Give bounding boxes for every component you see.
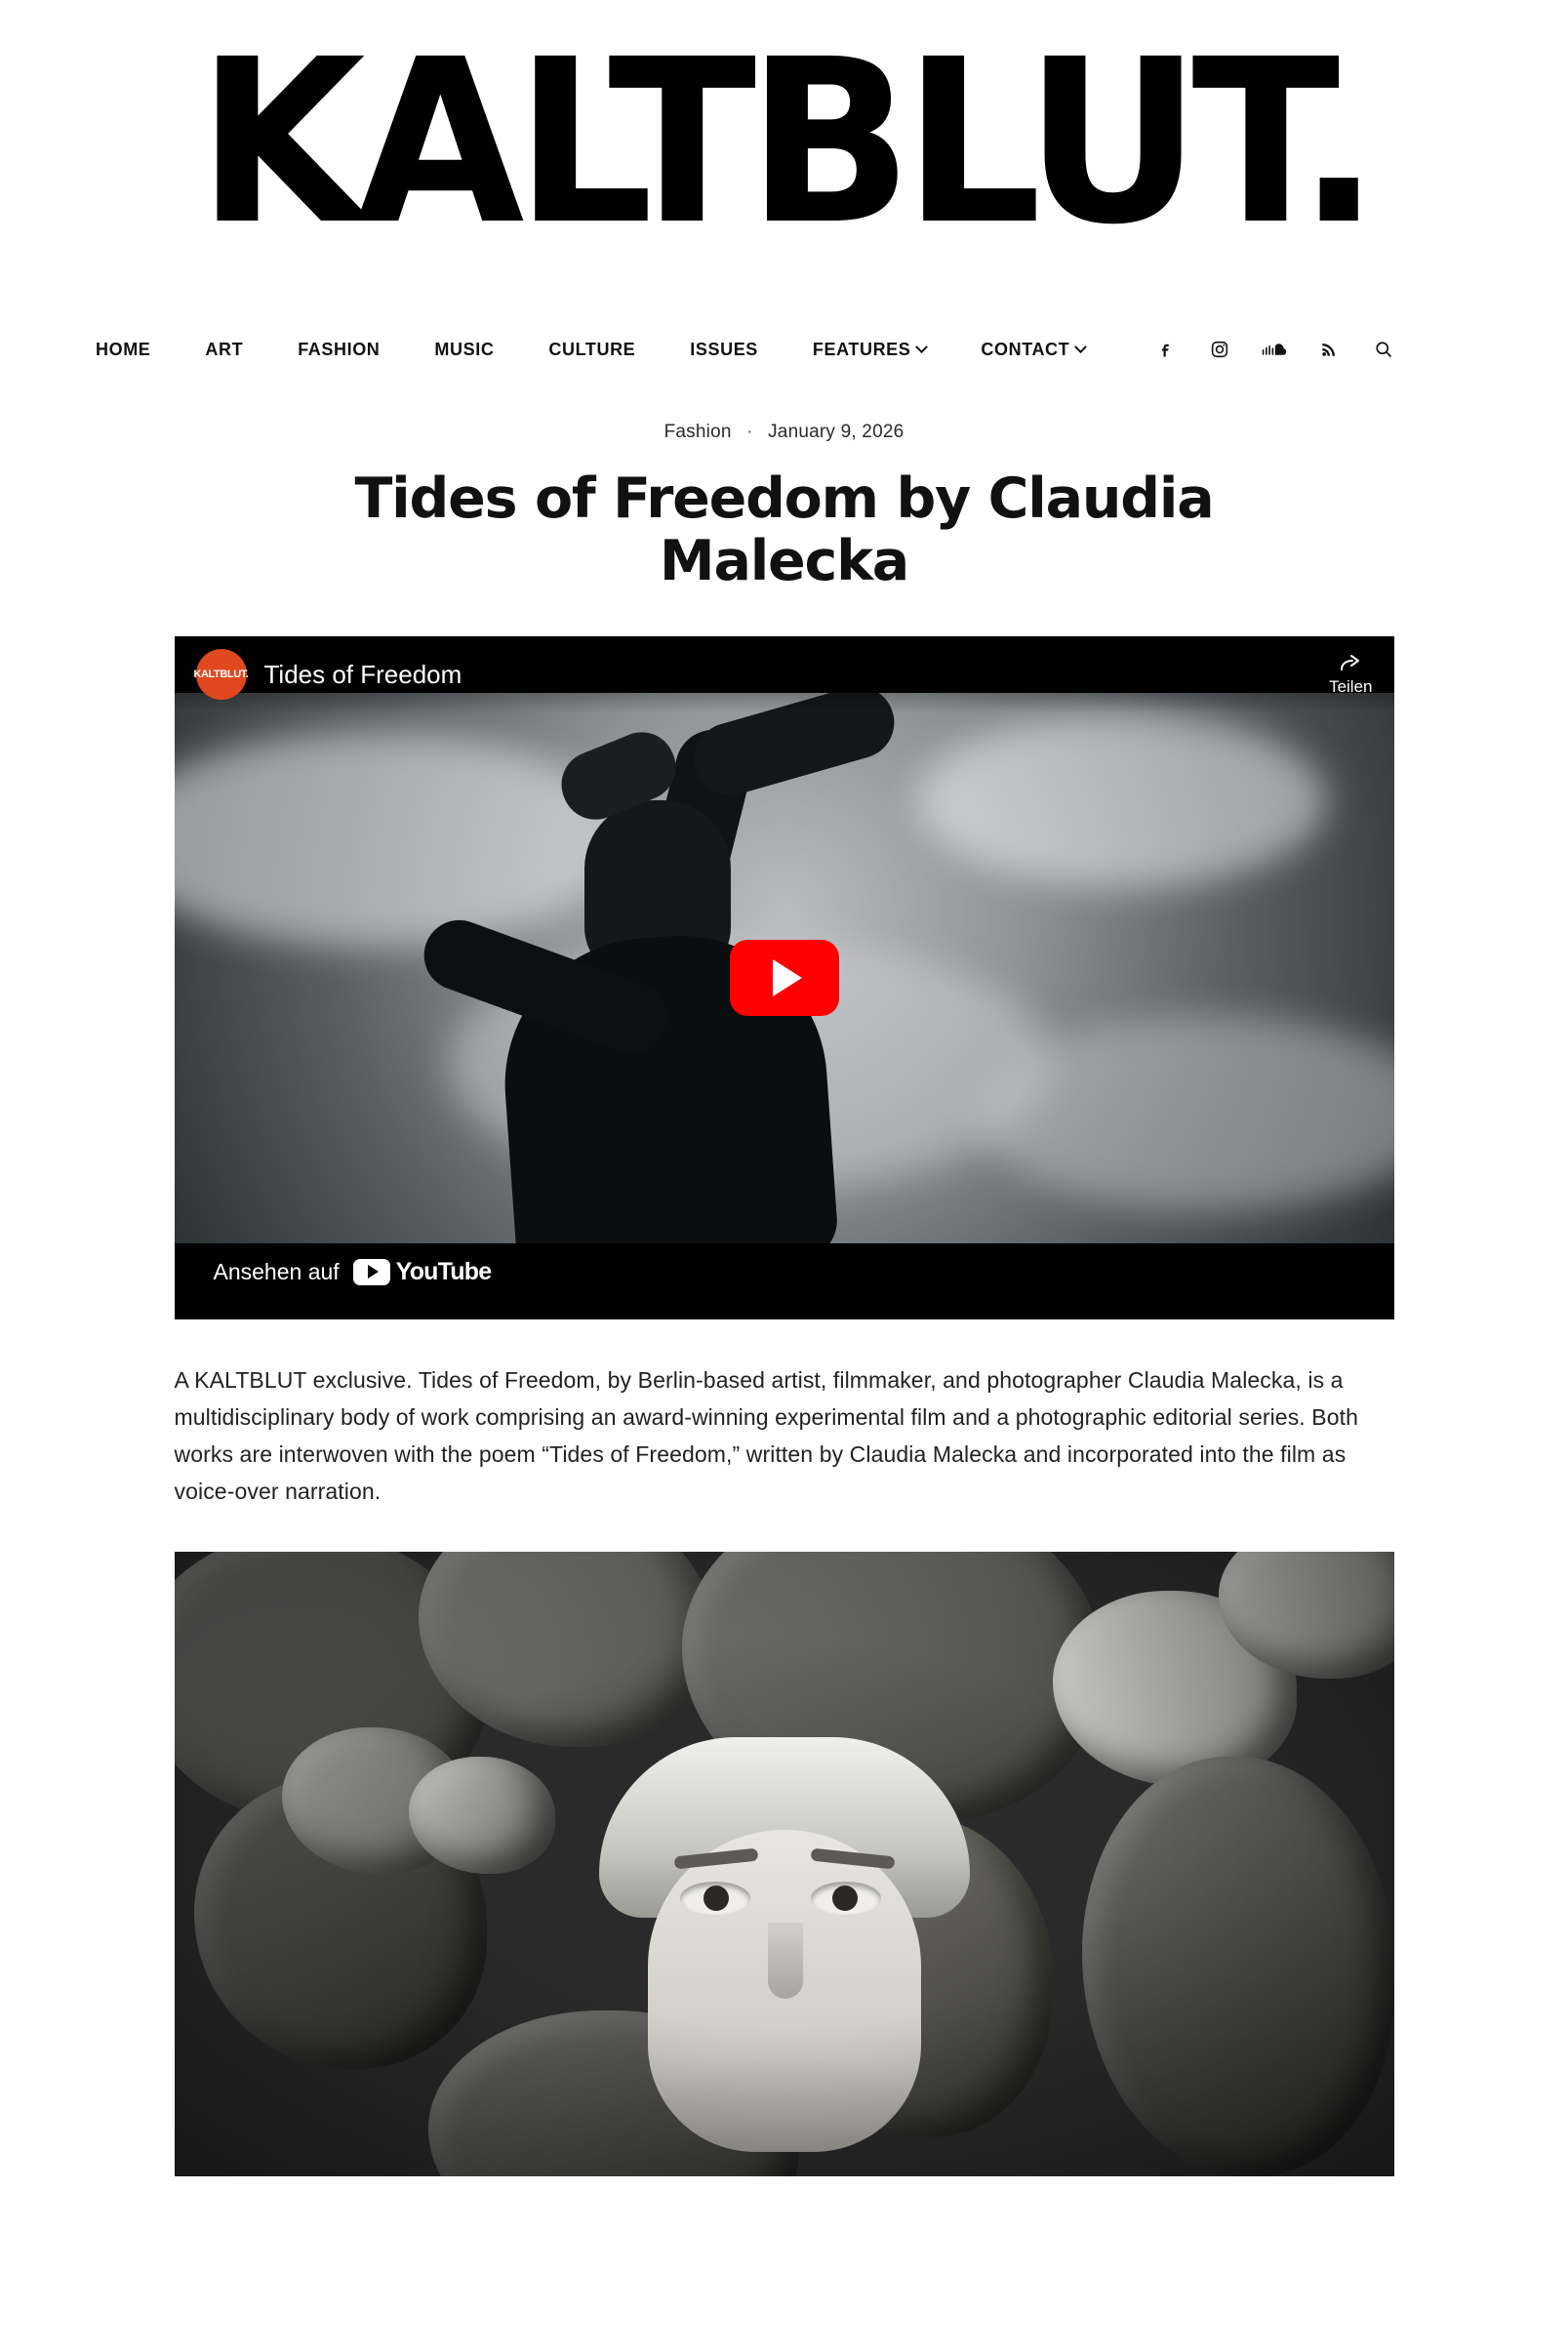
nav-item-home[interactable] xyxy=(78,340,178,360)
youtube-logo xyxy=(353,1258,492,1286)
social-links xyxy=(1138,330,1411,369)
article-category[interactable]: Fashion xyxy=(663,422,732,443)
nav-label: FEATURES xyxy=(812,339,911,359)
nav-label: ART xyxy=(205,339,244,359)
share-label: Teilen xyxy=(1329,677,1373,697)
chevron-down-icon xyxy=(916,341,929,353)
share-button[interactable] xyxy=(1329,652,1372,697)
video-top-bar xyxy=(175,636,1394,712)
nav-label: ISSUES xyxy=(690,339,758,359)
nav-label: HOME xyxy=(96,339,151,359)
play-icon xyxy=(773,959,802,996)
meta-separator: · xyxy=(746,422,753,443)
site-masthead xyxy=(0,0,1568,274)
page-title: Tides of Freedom by Claudia Malecka xyxy=(354,466,1214,594)
channel-avatar[interactable]: KALTBLUT. xyxy=(196,649,247,700)
video-title[interactable]: Tides of Freedom xyxy=(263,659,462,689)
rss-icon[interactable] xyxy=(1302,330,1356,369)
soundcloud-icon[interactable] xyxy=(1247,330,1302,369)
nav-label: CONTACT xyxy=(981,339,1070,359)
watch-on-youtube-button[interactable] xyxy=(192,1243,513,1300)
nav-item-features[interactable] xyxy=(785,340,953,360)
chevron-down-icon xyxy=(1074,341,1087,353)
nav-label: CULTURE xyxy=(548,339,636,359)
nav-bar xyxy=(78,322,1490,377)
thumbnail-figure xyxy=(360,712,1043,1243)
play-button[interactable] xyxy=(730,940,839,1016)
search-icon[interactable] xyxy=(1356,330,1411,369)
article-body: A KALTBLUT exclusive. Tides of Freedom, by Berlin-based artist, filmmaker, and photographer Claudia Malecka, is a multidisciplinary body of work comprising an award-winning experimental film and a photographic editorial series. Both works are interwoven with the poem “Tides of Freedom,” written by Claudia Malecka and incorporated into the film as voice-over narration. xyxy=(174,1367,1358,1504)
nav-item-music[interactable] xyxy=(407,340,521,360)
article-date: January 9, 2026 xyxy=(768,422,905,443)
youtube-bug-icon xyxy=(353,1259,390,1285)
nav-item-issues[interactable] xyxy=(663,340,785,360)
article-photo xyxy=(175,1552,1394,2176)
youtube-embed[interactable] xyxy=(175,636,1394,1319)
youtube-wordmark: YouTube xyxy=(395,1257,492,1285)
nav-label: FASHION xyxy=(298,339,381,359)
main-navigation xyxy=(0,322,1568,377)
nav-item-contact[interactable] xyxy=(953,340,1112,360)
photo-subject xyxy=(555,1737,1014,2176)
watch-label: Ansehen auf xyxy=(213,1258,340,1284)
facebook-icon[interactable] xyxy=(1138,330,1192,369)
site-logo[interactable]: KALTBLUT. xyxy=(197,11,1371,274)
article-meta xyxy=(0,422,1568,443)
nav-item-culture[interactable] xyxy=(521,340,663,360)
nav-label: MUSIC xyxy=(434,339,495,359)
nav-item-fashion[interactable] xyxy=(270,340,407,360)
nav-item-art[interactable] xyxy=(178,340,270,360)
instagram-icon[interactable] xyxy=(1192,330,1247,369)
